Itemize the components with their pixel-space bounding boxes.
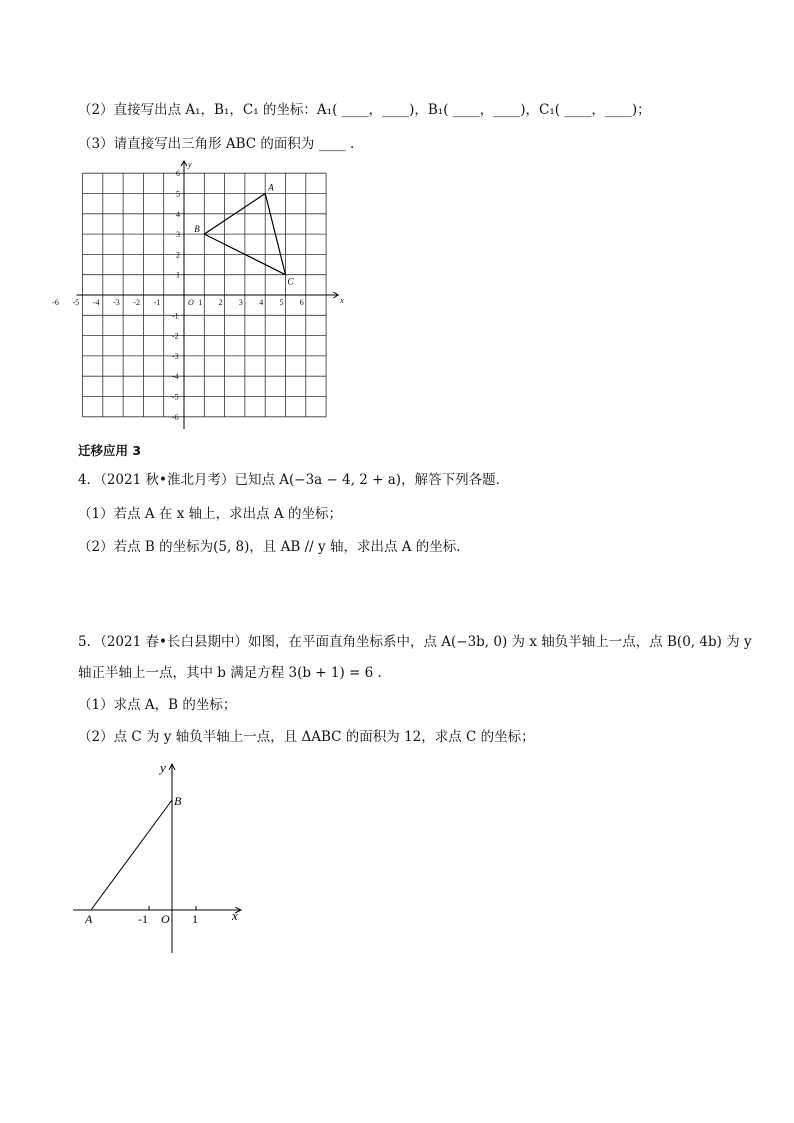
grid-y-tick-label: 1 [176, 270, 180, 280]
grid-point-c: C [287, 276, 294, 287]
q4-stem: 4．（2021 秋•淮北月考）已知点 A(−3a − 4, 2 + a)，解答下列各题． [78, 472, 510, 488]
segment-ab [91, 800, 172, 910]
q4-part1: （1）若点 A 在 x 轴上，求出点 A 的坐标； [78, 506, 342, 522]
grid-x-tick-label: -1 [153, 298, 161, 307]
grid-y-tick-label: 2 [176, 250, 180, 260]
grid-x-tick-label: 3 [238, 298, 243, 307]
grid-x-tick-label: -4 [92, 298, 100, 307]
q3-part3: （3）请直接写出三角形 ABC 的面积为 ____ . [78, 136, 355, 152]
grid-y-tick-label: -3 [172, 351, 179, 361]
grid-y-axis-label: y [188, 160, 192, 170]
grid-y-tick-label: -5 [172, 392, 179, 402]
grid-y-tick-label: -4 [172, 372, 179, 382]
axes-y-label: y [160, 760, 166, 775]
axes-figure [65, 758, 265, 958]
grid-point-b: B [194, 224, 200, 235]
grid-figure [52, 160, 360, 435]
grid-y-tick-label: 5 [176, 189, 180, 199]
q5-stem-line2: 轴正半轴上一点，其中 b 满足方程 3(b + 1) = 6 ． [78, 665, 392, 681]
axes-point-a: A [85, 912, 93, 926]
axes-tick-neg: -1 [138, 912, 148, 926]
q5-part2: （2）点 C 为 y 轴负半轴上一点，且 ΔABC 的面积为 12，求点 C 的坐标； [78, 729, 535, 745]
axes-tick-pos: 1 [192, 912, 198, 926]
grid-y-tick-label: -2 [172, 331, 179, 341]
q5-part1: （1）求点 A，B 的坐标； [78, 697, 237, 713]
grid-y-tick-label: -1 [172, 311, 179, 321]
grid-x-tick-label: 1 [198, 298, 203, 307]
grid-x-tick-label: 6 [299, 298, 304, 307]
grid-y-tick-label: 4 [176, 209, 180, 219]
grid-x-tick-label: 4 [259, 298, 264, 307]
q5-stem-line1: 5．（2021 春•长白县期中）如图，在平面直角坐标系中，点 A(−3b, 0) 为 x 轴负半轴上一点，点 B(0, 4b) 为 y [78, 634, 752, 650]
grid-y-tick-label: 6 [176, 169, 180, 179]
grid-point-a: A [268, 182, 274, 193]
axes-x-label: x [232, 908, 238, 923]
grid-x-tick-label: -3 [113, 298, 120, 307]
grid-x-axis-label: x [340, 296, 344, 305]
grid-origin-label: O [188, 298, 194, 307]
grid-y-tick-label: 3 [176, 230, 180, 240]
axes-point-b: B [174, 794, 182, 808]
grid-x-tick-label: 2 [218, 298, 223, 307]
section-title: 迁移应用 3 [78, 443, 142, 458]
grid-x-tick-label: -2 [133, 298, 141, 307]
grid-y-tick-label: -6 [172, 412, 179, 422]
grid-x-tick-label: 5 [279, 298, 284, 307]
grid-x-tick-label: -6 [52, 298, 59, 307]
q3-part2: （2）直接写出点 A₁，B₁，C₁ 的坐标：A₁( ____，____)，B₁( ____，____)，C₁( ____，____)； [78, 102, 651, 118]
q4-part2: （2）若点 B 的坐标为(5, 8)，且 AB // y 轴，求出点 A 的坐标． [78, 539, 470, 555]
axes-origin: O [161, 912, 170, 926]
grid-x-tick-label: -5 [72, 298, 80, 307]
